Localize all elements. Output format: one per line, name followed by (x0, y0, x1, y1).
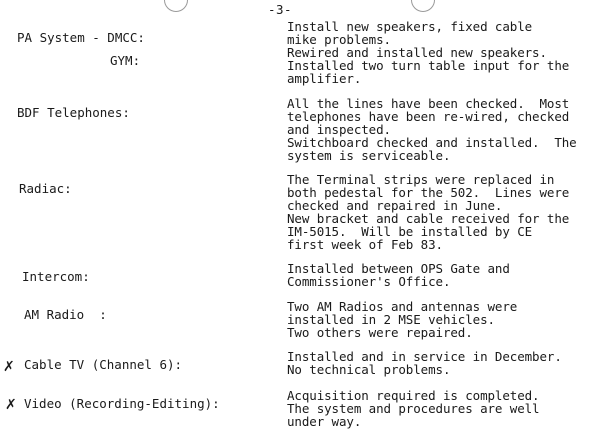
label-intercom: Intercom: (22, 269, 90, 284)
handwritten-check-icon: ✗ (3, 359, 15, 375)
label-bdf-telephones: BDF Telephones: (17, 105, 130, 120)
handwritten-check-icon: ✗ (5, 397, 17, 413)
desc-video: Acquisition required is completed. The system and procedures are well under way. (287, 388, 540, 429)
punch-hole (411, 0, 435, 12)
label-pa-system: PA System - DMCC: (17, 30, 145, 45)
label-am-radio: AM Radio : (24, 307, 107, 322)
page-number: -3- (268, 2, 293, 17)
label-radiac: Radiac: (19, 181, 72, 196)
label-gym: GYM: (110, 53, 141, 68)
desc-radiac: The Terminal strips were replaced in both pedestal for the 502. Lines were checked and repaired in June. New bracket and cable received for the IM-5015. Will be installed by CE first week of Feb 83. (287, 172, 570, 252)
label-video: Video (Recording-Editing): (24, 396, 220, 411)
label-cable-tv: Cable TV (Channel 6): (24, 357, 183, 372)
desc-cable-tv: Installed and in service in December. No technical problems. (287, 349, 562, 377)
desc-intercom: Installed between OPS Gate and Commissioner's Office. (287, 261, 510, 289)
punch-hole (164, 0, 188, 12)
desc-pa-system: Install new speakers, fixed cable mike problems. (287, 19, 533, 47)
desc-bdf-telephones: All the lines have been checked. Most telephones have been re-wired, checked and inspected. Switchboard checked and installed. The system is serviceable. (287, 96, 577, 163)
desc-gym: Rewired and installed new speakers. Installed two turn table input for the amplifier. (287, 45, 570, 86)
desc-am-radio: Two AM Radios and antennas were installed in 2 MSE vehicles. Two others were repaired. (287, 299, 518, 340)
